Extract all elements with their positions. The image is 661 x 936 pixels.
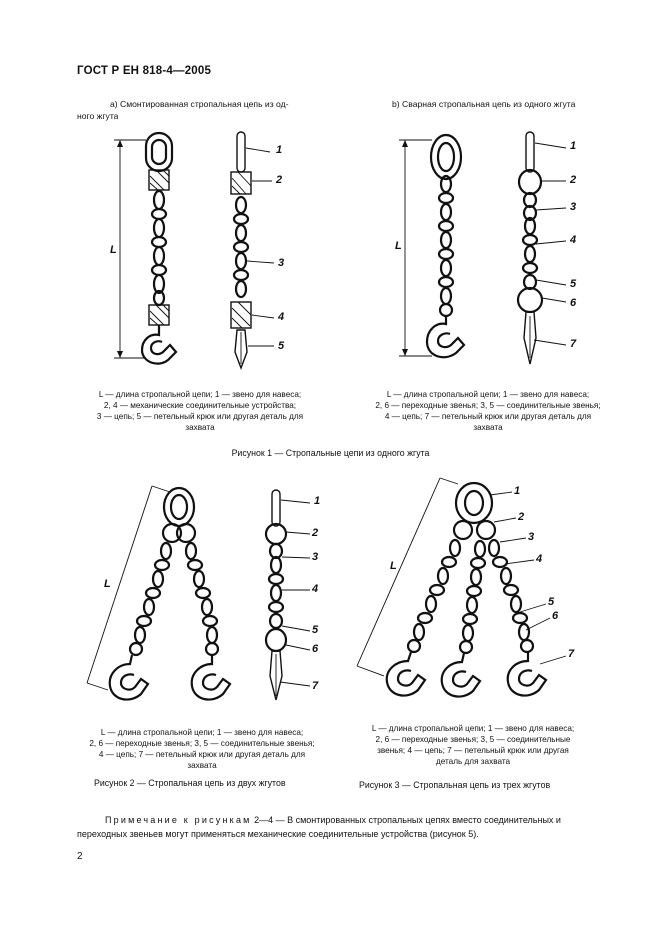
fig2-label-7: 7 <box>312 680 319 692</box>
fig3-caption: Рисунок 3 — Стропальная цепь из трех жгутов <box>359 780 551 790</box>
fig1b-legend <box>356 389 620 433</box>
fig3-label-5: 5 <box>548 596 555 608</box>
fig1a-label-2: 2 <box>276 174 283 186</box>
fig3-label-6: 6 <box>552 610 559 622</box>
dim-label-fig2: L <box>104 578 111 590</box>
fig2-label-5: 5 <box>312 624 319 636</box>
fig1a-legend-line: захвата <box>185 423 215 432</box>
fig3-label-4: 4 <box>536 553 543 565</box>
fig1b-legend-line: захвата <box>473 423 503 432</box>
fig2-label-6: 6 <box>312 643 319 655</box>
fig1a-label-5: 5 <box>278 340 285 352</box>
fig1b-label-5: 5 <box>570 278 577 290</box>
fig3-label-2: 2 <box>518 511 525 523</box>
note-lead: Примечание к рисункам <box>105 815 252 825</box>
fig1a-side-view <box>231 132 274 368</box>
fig3-label-7: 7 <box>568 648 575 660</box>
fig2-side-view <box>266 490 310 700</box>
fig3-label-1: 1 <box>514 485 521 497</box>
fig1b-sling-drawing <box>399 135 464 357</box>
note-text-1: 2—4 — В смонтированных стропальных цепях вместо соединительных и <box>254 815 561 825</box>
fig2-legend <box>77 727 327 771</box>
page-number: 2 <box>77 851 83 862</box>
fig1a-label-1: 1 <box>276 144 283 156</box>
fig1b-label-1: 1 <box>570 140 577 152</box>
fig2-legend-line: 2, 6 — переходные звенья; 3, 5 — соединительные звенья; <box>89 739 315 748</box>
fig2-sling-drawing <box>87 486 230 700</box>
fig3-label-3: 3 <box>528 531 535 543</box>
fig1b-legend-line: 4 — цепь; 7 — петельный крюк или другая деталь для <box>384 412 592 421</box>
fig1b-label-4: 4 <box>570 234 577 246</box>
fig1b-title: b) Сварная стропальная цепь из одного жгута <box>392 99 576 109</box>
fig3-legend-line: L — длина стропальной цепи; 1 — звено для навеса; <box>371 724 575 733</box>
fig1a-label-3: 3 <box>278 257 285 269</box>
note-line2: переходных звеньев могут применяться механические соединительные устройства (рисунок 5). <box>77 829 479 839</box>
dim-label-fig1a: L <box>110 244 117 256</box>
fig3-legend <box>348 723 598 767</box>
fig2-legend-line: захвата <box>187 761 217 770</box>
fig1b-legend-line: 2, 6 — переходные звенья; 3, 5 — соединительные звенья; <box>375 401 601 410</box>
fig1a-legend-line: L — длина стропальной цепи; 1 — звено для навеса; <box>98 390 302 399</box>
note-line1 <box>105 813 625 827</box>
document-header: ГОСТ Р ЕН 818-4—2005 <box>77 65 212 77</box>
fig2-legend-line: L — длина стропальной цепи; 1 — звено для навеса; <box>100 728 304 737</box>
fig3-legend-line: деталь для захвата <box>435 757 511 766</box>
fig3-legend-line: 2, 6 — переходные звенья; 3, 5 — соединительные <box>375 735 571 744</box>
fig1a-label-4: 4 <box>278 311 285 323</box>
fig1a-title-line2: ного жгута <box>77 111 119 121</box>
fig1a-sling-drawing <box>114 133 176 364</box>
fig3-legend-line: звенья; 4 — цепь; 7 — петельный крюк или другая <box>377 746 569 755</box>
fig1b-side-view <box>518 132 566 364</box>
fig1a-legend-line: 2, 4 — механические соединительные устройства; <box>103 401 297 410</box>
dim-label-fig3: L <box>390 560 397 572</box>
fig2-label-2: 2 <box>312 527 319 539</box>
fig1b-label-3: 3 <box>570 201 577 213</box>
fig1-caption: Рисунок 1 — Стропальные цепи из одного жгута <box>231 448 430 458</box>
fig1b-label-2: 2 <box>570 174 577 186</box>
fig1b-label-7: 7 <box>570 338 577 350</box>
fig2-label-1: 1 <box>314 495 321 507</box>
fig1a-title-line1: а) Смонтированная стропальная цепь из од- <box>110 99 289 109</box>
fig2-caption: Рисунок 2 — Стропальная цепь из двух жгутов <box>94 778 286 788</box>
fig2-legend-line: 4 — цепь; 7 — петельный крюк или другая деталь для <box>98 750 306 759</box>
dim-label-fig1b: L <box>395 240 402 252</box>
fig2-label-4: 4 <box>312 583 319 595</box>
fig1a-legend-line: 3 — цепь; 5 — петельный крюк или другая деталь для <box>96 412 304 421</box>
fig3-sling-drawing <box>357 478 566 697</box>
fig1b-legend-line: L — длина стропальной цепи; 1 — звено для навеса; <box>386 390 590 399</box>
fig1b-label-6: 6 <box>570 297 577 309</box>
fig2-label-3: 3 <box>312 551 319 563</box>
fig1a-legend <box>82 389 318 433</box>
